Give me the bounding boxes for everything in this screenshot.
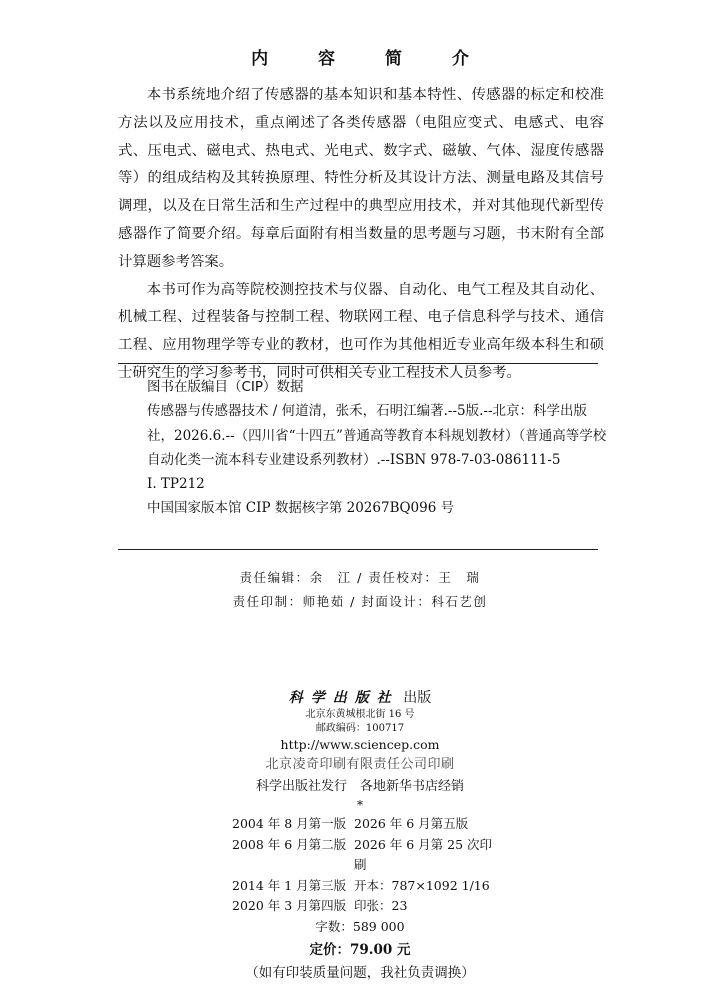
- book-summary: [118, 82, 604, 388]
- publisher-suffix: 出版: [398, 690, 432, 706]
- cip-bottom-rule: [118, 549, 598, 550]
- edition-cell: 2004 年 8 月第一版: [232, 816, 347, 831]
- editorial-credits: [0, 566, 720, 614]
- summary-paragraph-2: 本书可作为高等院校测控技术与仪器、自动化、电气工程及其自动化、机械工程、过程装备与控制工程、物联网工程、电子信息科学与技术、通信工程、应用物理学等专业的教材，也可作为其他相近专业高年级本科生和硕士研究生的学习参考书，同时可供相关专业工程技术人员参考。: [118, 281, 604, 381]
- cip-top-rule: [118, 363, 598, 364]
- edition-history: [232, 814, 504, 917]
- credits-line-production: 责任印制：师艳茹 / 封面设计：科石艺创: [232, 594, 488, 609]
- cip-classification: Ⅰ. TP212: [147, 476, 205, 493]
- summary-paragraph-1: 本书系统地介绍了传感器的基本知识和基本特性、传感器的标定和校准方法以及应用技术，重点阐述了各类传感器（电阻应变式、电感式、电容式、压电式、磁电式、热电式、光电式、数字式、磁敏、气体、湿度传感器等）的组成结构及其转换原理、特性分析及其设计方法、测量电路及其信号调理，以及在日常生活和生产过程中的典型应用技术，并对其他现代新型传感器作了简要介绍。每章后面附有相当数量的思考题与习题，书末附有全部计算题参考答案。: [118, 87, 604, 270]
- edition-cell: 2008 年 6 月第二版: [232, 836, 347, 852]
- word-count: 字数：589 000: [315, 918, 405, 934]
- cip-data-block: [147, 375, 607, 521]
- cip-heading: 图书在版编目（CIP）数据: [147, 379, 304, 395]
- edition-cell: 2014 年 1 月第三版: [232, 877, 347, 893]
- printer-line: 北京凌奇印刷有限责任公司印刷: [265, 757, 455, 772]
- publisher-name: 科学出版社: [288, 690, 399, 706]
- distribution-line: 科学出版社发行 各地新华书店经销: [255, 779, 464, 794]
- cip-record-number: 中国国家版本馆 CIP 数据核字第 20267BQ096 号: [147, 500, 455, 517]
- page-title: 内 容 简 介: [251, 49, 491, 69]
- publisher-address: 北京东黄城根北街 16 号: [305, 709, 415, 720]
- imprint-block: [0, 688, 720, 985]
- cip-record: 传感器与传感器技术 / 何道清，张禾，石明江编著.--5版.--北京：科学出版社，2026.6.--（四川省“十四五”普通高等教育本科规划教材）（普通高等学校自动化类一流本科专业建设系列教材）.--ISBN 978-7-03-086111-5: [147, 403, 607, 468]
- edition-cell: 2026 年 6 月第 25 次印刷: [354, 836, 493, 872]
- publisher-line: [0, 688, 720, 708]
- publisher-url: http://www.sciencep.com: [280, 737, 440, 752]
- price: 定价：79.00 元: [309, 941, 411, 958]
- separator-asterisk: *: [357, 798, 363, 812]
- edition-cell: 开本：787×1092 1/16: [354, 877, 490, 893]
- edition-cell: 印张：23: [354, 898, 408, 913]
- quality-notice: （如有印装质量问题，我社负责调换）: [245, 964, 475, 981]
- credits-line-editors: 责任编辑：余 江 / 责任校对：王 瑞: [239, 570, 481, 585]
- edition-cell: 2026 年 6 月第五版: [354, 816, 469, 831]
- edition-cell: 2020 年 3 月第四版: [232, 898, 347, 913]
- publisher-postcode: 邮政编码：100717: [315, 723, 405, 734]
